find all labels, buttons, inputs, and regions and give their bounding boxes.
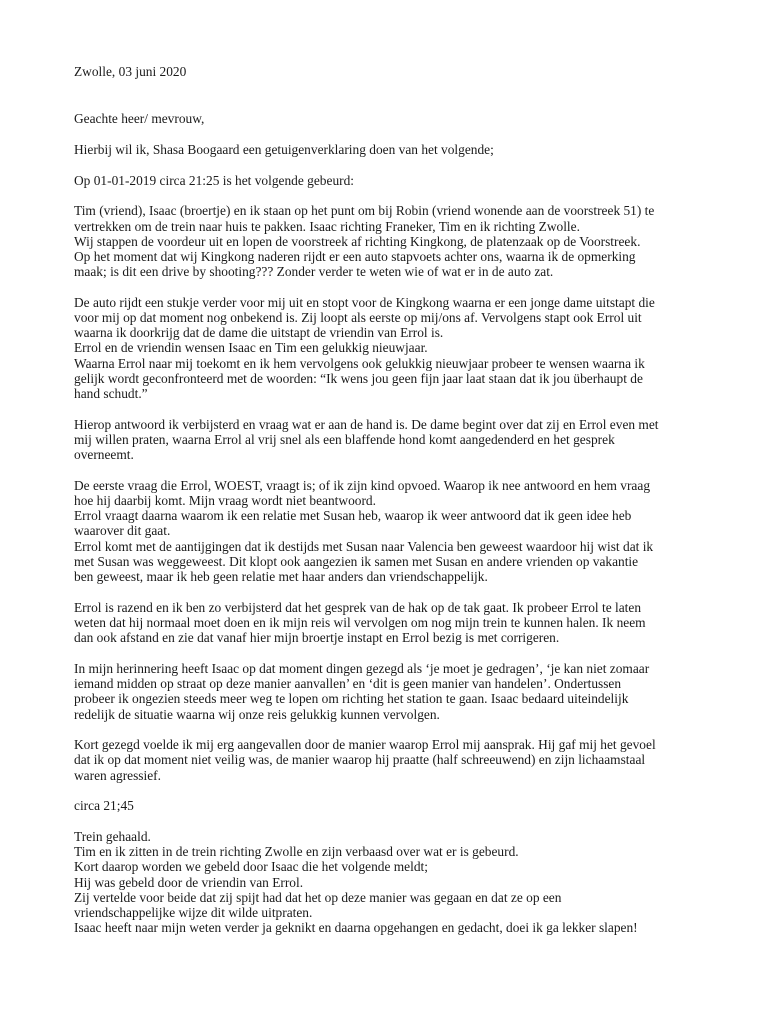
- text-line: hoe hij daarbij komt. Mijn vraag wordt niet beantwoord.: [74, 493, 376, 509]
- paragraph: [74, 478, 694, 584]
- text-line: waarover dit gaat.: [74, 523, 171, 539]
- text-line: hand schudt.”: [74, 386, 148, 402]
- paragraph: [74, 737, 694, 783]
- text-line: waren agressief.: [74, 767, 161, 783]
- text-line: Errol komt met de aantijgingen dat ik destijds met Susan naar Valencia ben geweest waardoor hij wist dat ik: [74, 538, 654, 554]
- text-line: Tim (vriend), Isaac (broertje) en ik staan op het punt om bij Robin (vriend wonende aan de voorstreek 51) te: [74, 203, 655, 219]
- paragraph: [74, 600, 694, 646]
- text-line: Op 01-01-2019 circa 21:25 is het volgende gebeurd:: [74, 172, 355, 188]
- text-line: Geachte heer/ mevrouw,: [74, 111, 205, 127]
- paragraph: [74, 173, 694, 188]
- text-line: redelijk de situatie waarna wij onze reis gelukkig kunnen vervolgen.: [74, 706, 440, 722]
- text-line: Waarna Errol naar mij toekomt en ik hem vervolgens ook gelukkig nieuwjaar probeer te wensen waarna ik: [74, 355, 645, 371]
- text-line: ben geweest, maar ik heb geen relatie met haar anders dan vriendschappelijk.: [74, 569, 488, 585]
- text-line: vertrekken om de trein naar huis te pakken. Isaac richting Franeker, Tim en ik richting Zwolle.: [74, 218, 580, 234]
- paragraph: [74, 417, 694, 463]
- paragraph: [74, 203, 694, 279]
- text-line: weten dat hij normaal moet doen en ik mijn reis wil vervolgen om nog mijn trein te kunnen halen. Ik neem: [74, 614, 646, 630]
- paragraph: [74, 798, 694, 813]
- letter-page: [74, 64, 694, 935]
- text-line: waarna ik doorkrijg dat de dame die uitstapt de vriendin van Errol is.: [74, 325, 444, 341]
- text-line: Zij vertelde voor beide dat zij spijt had dat het op deze manier was gegaan en dat ze op een: [74, 889, 562, 905]
- paragraph: [74, 142, 694, 157]
- text-line: circa 21;45: [74, 798, 134, 814]
- text-line: Op het moment dat wij Kingkong naderen rijdt er een auto stapvoets achter ons, waarna ik de opmerking: [74, 248, 636, 264]
- text-line: voor mij op dat moment nog onbekend is. Zij loopt als eerste op mij/ons af. Vervolgens stapt ook Errol uit: [74, 310, 642, 326]
- text-line: Errol en de vriendin wensen Isaac en Tim een gelukkig nieuwjaar.: [74, 340, 428, 356]
- letter-body: [74, 111, 694, 935]
- text-line: Wij stappen de voordeur uit en lopen de voorstreek af richting Kingkong, de platenzaak op de Voorstreek.: [74, 233, 641, 249]
- text-line: dan ook afstand en zie dat vanaf hier mijn broertje instapt en Errol bezig is met corrigeren.: [74, 630, 560, 646]
- text-line: Isaac heeft naar mijn weten verder ja geknikt en daarna opgehangen en gedacht, doei ik ga lekker slapen!: [74, 920, 638, 936]
- text-line: met Susan was weggeweest. Dit klopt ook aangezien ik samen met Susan en andere vrienden op vakantie: [74, 553, 639, 569]
- paragraph: [74, 829, 694, 935]
- text-line: Hierop antwoord ik verbijsterd en vraag wat er aan de hand is. De dame begint over dat zij en Errol even met: [74, 416, 659, 432]
- text-line: Trein gehaald.: [74, 829, 151, 845]
- text-line: In mijn herinnering heeft Isaac op dat moment dingen gezegd als ‘je moet je gedragen’, ‘je kan niet zomaar: [74, 660, 650, 676]
- text-line: Errol is razend en ik ben zo verbijsterd dat het gesprek van de hak op de tak gaat. Ik probeer Errol te laten: [74, 599, 642, 615]
- text-line: Tim en ik zitten in de trein richting Zwolle en zijn verbaasd over wat er is gebeurd.: [74, 844, 519, 860]
- text-line: Kort daarop worden we gebeld door Isaac die het volgende meldt;: [74, 859, 428, 875]
- paragraph: [74, 111, 694, 126]
- text-line: Errol vraagt daarna waarom ik een relatie met Susan heb, waarop ik weer antwoord dat ik geen idee heb: [74, 508, 632, 524]
- text-line: Hij was gebeld door de vriendin van Errol.: [74, 874, 304, 890]
- text-line: probeer ik ongezien steeds meer weg te lopen om richting het station te gaan. Isaac bedaard uiteindelijk: [74, 691, 629, 707]
- text-line: De auto rijdt een stukje verder voor mij uit en stopt voor de Kingkong waarna er een jonge dame uitstapt die: [74, 294, 655, 310]
- text-line: overneemt.: [74, 447, 134, 463]
- paragraph: [74, 661, 694, 722]
- text-line: maak; is dit een drive by shooting??? Zonder verder te weten wie of wat er in de auto zat.: [74, 264, 554, 280]
- text-line: gelijk wordt geconfronteerd met de woorden: “Ik wens jou geen fijn jaar laat staan dat ik jou überhaupt de: [74, 370, 643, 386]
- text-line: iemand midden op straat op deze manier aanvallen’ en ‘dit is geen manier van handelen’. Ondertussen: [74, 676, 622, 692]
- text-line: De eerste vraag die Errol, WOEST, vraagt is; of ik zijn kind opvoed. Waarop ik nee antwoord en hem vraag: [74, 477, 651, 493]
- date-line: Zwolle, 03 juni 2020: [74, 64, 187, 79]
- text-line: Hierbij wil ik, Shasa Boogaard een getuigenverklaring doen van het volgende;: [74, 141, 494, 157]
- text-line: mij willen praten, waarna Errol al vrij snel als een blaffende hond komt aangedenderd en het gesprek: [74, 431, 615, 447]
- paragraph: [74, 295, 694, 401]
- text-line: dat ik op dat moment niet veilig was, de manier waarop hij praatte (half schreeuwend) en zijn lichaamstaal: [74, 752, 646, 768]
- text-line: vriendschappelijke wijze dit wilde uitpraten.: [74, 905, 313, 921]
- text-line: Kort gezegd voelde ik mij erg aangevallen door de manier waarop Errol mij aansprak. Hij gaf mij het gevoel: [74, 737, 656, 753]
